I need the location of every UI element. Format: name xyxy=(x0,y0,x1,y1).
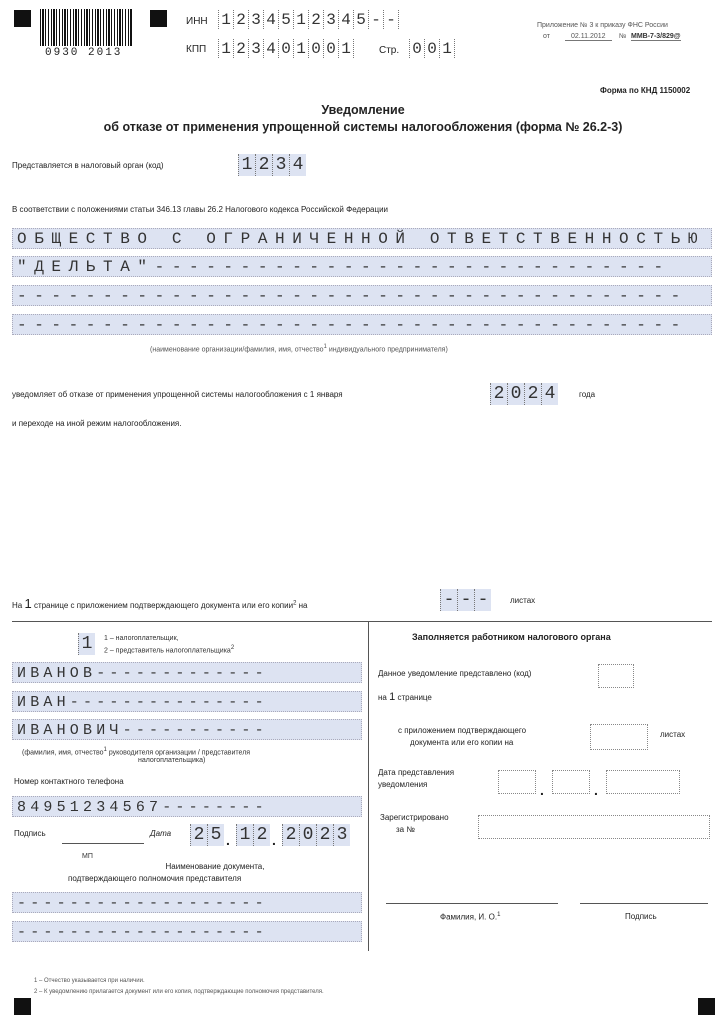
signer-caption-3: налогоплательщика) xyxy=(138,757,206,764)
office-sign-label: Подпись xyxy=(625,912,657,921)
stamp-place: МП xyxy=(82,853,93,860)
appendix-no: № xyxy=(619,33,627,40)
office-sheets-field[interactable] xyxy=(590,724,648,750)
org-caption-text: (наименование организации/фамилия, имя, отчество xyxy=(150,346,324,354)
notice-line2: и переходе на иной режим налогообложения. xyxy=(12,419,182,428)
org-name-line[interactable]: --------------------------------------- xyxy=(12,314,712,335)
office-on-pages-count: 1 xyxy=(389,691,396,703)
char-cell: 0 xyxy=(507,383,524,405)
signer-caption-2: руководителя организации / представителя xyxy=(108,749,251,757)
char-cell: 2 xyxy=(253,824,270,846)
char-cell: 3 xyxy=(248,39,263,58)
char-cell: 3 xyxy=(333,824,350,846)
kpp-label: КПП xyxy=(186,44,207,55)
char-cell: 0 xyxy=(424,39,439,58)
pages-text: странице с приложением подтверждающего документа или его копии xyxy=(33,601,294,610)
corner-marker xyxy=(14,998,31,1015)
kpp-field[interactable] xyxy=(218,39,354,58)
doc-label-1: Наименование документа, xyxy=(165,862,265,871)
signer-type-field[interactable] xyxy=(78,633,95,655)
org-intro: В соответствии с положениями статьи 346.13 главы 26.2 Налогового кодекса Российской Федерации xyxy=(12,205,389,214)
char-cell: 2 xyxy=(190,824,207,846)
org-caption-end: индивидуального предпринимателя) xyxy=(328,346,448,354)
footnote-2: 2 – К уведомлению прилагается документ или его копия, подтверждающие полномочия представителя. xyxy=(34,989,324,995)
date-dot: . xyxy=(226,832,230,848)
office-attach-1: с приложением подтверждающего xyxy=(398,726,527,735)
sheets-field[interactable] xyxy=(440,589,491,611)
form-title: Уведомление xyxy=(321,103,405,117)
sign-label: Подпись xyxy=(14,829,46,838)
office-sheets-label: листах xyxy=(660,730,686,739)
char-cell: - xyxy=(368,10,383,29)
tax-office-label: Представляется в налоговый орган (код) xyxy=(12,161,164,170)
year-suffix: года xyxy=(579,390,596,399)
signer-name[interactable]: ИВАН--------------- xyxy=(12,691,362,712)
doc-name-line[interactable]: ------------------- xyxy=(12,921,362,942)
footnote-ref: 2 xyxy=(230,645,235,651)
signer-patronymic[interactable]: ИВАНОВИЧ----------- xyxy=(12,719,362,740)
form-subtitle: об отказе от применения упрощенной системы налогообложения (форма № 26.2-3) xyxy=(103,120,623,134)
char-cell: 1 xyxy=(293,10,308,29)
section-divider xyxy=(12,621,712,622)
corner-marker xyxy=(698,998,715,1015)
char-cell: 0 xyxy=(278,39,293,58)
char-cell: 4 xyxy=(289,154,306,176)
org-name-line[interactable]: --------------------------------------- xyxy=(12,285,712,306)
pages-line xyxy=(12,596,308,611)
char-cell: 4 xyxy=(263,39,278,58)
char-cell: - xyxy=(457,589,474,611)
doc-name-line[interactable]: ------------------- xyxy=(12,892,362,913)
date-month[interactable] xyxy=(236,824,270,846)
year-field[interactable] xyxy=(490,383,558,405)
char-cell: 1 xyxy=(78,633,95,655)
office-fio-line[interactable] xyxy=(386,903,558,904)
corner-marker xyxy=(14,10,31,27)
office-attach-2: документа или его копии на xyxy=(410,738,514,747)
pages-prefix: На xyxy=(12,601,23,610)
footnote-1: 1 – Отчество указывается при наличии. xyxy=(34,978,145,984)
office-date-label-2: уведомления xyxy=(378,780,428,789)
office-date-year[interactable] xyxy=(606,770,680,794)
office-reg-number-field[interactable] xyxy=(478,815,710,839)
signer-type-opt2-text: 2 – представитель налогоплательщика xyxy=(104,647,231,655)
phone-label: Номер контактного телефона xyxy=(14,777,124,786)
char-cell: 4 xyxy=(338,10,353,29)
char-cell: 4 xyxy=(263,10,278,29)
date-day[interactable] xyxy=(190,824,224,846)
char-cell: 2 xyxy=(233,10,248,29)
office-date-label-1: Дата представления xyxy=(378,768,455,777)
office-fio-label xyxy=(440,912,500,922)
inn-label: ИНН xyxy=(186,16,208,27)
signer-type-opt1: 1 – налогоплательщик, xyxy=(104,635,179,642)
office-on-pages-suffix: странице xyxy=(397,693,432,702)
tax-office-code[interactable] xyxy=(238,154,306,176)
corner-marker xyxy=(150,10,167,27)
char-cell: 2 xyxy=(316,824,333,846)
signer-type-opt2 xyxy=(104,645,234,654)
appendix-line: Приложение № 3 к приказу ФНС России xyxy=(537,22,668,29)
page-number-field[interactable] xyxy=(409,39,455,58)
signer-caption-1: (фамилия, имя, отчество xyxy=(22,749,104,757)
appendix-order: ММВ-7-3/829@ xyxy=(631,33,681,40)
char-cell: 1 xyxy=(236,824,253,846)
char-cell: 1 xyxy=(338,39,354,58)
char-cell: - xyxy=(383,10,399,29)
barcode xyxy=(40,9,132,46)
footnote-ref: 2 xyxy=(293,600,297,607)
date-year[interactable] xyxy=(282,824,350,846)
date-dot: . xyxy=(540,782,544,798)
office-on-pages-prefix: на xyxy=(378,693,387,702)
office-reg-1: Зарегистрировано xyxy=(380,813,449,822)
date-label: Дата xyxy=(150,829,172,838)
char-cell: 2 xyxy=(524,383,541,405)
char-cell: 1 xyxy=(439,39,455,58)
phone-field[interactable]: 84951234567-------- xyxy=(12,796,362,817)
char-cell: - xyxy=(474,589,491,611)
office-date-month[interactable] xyxy=(552,770,590,794)
char-cell: 1 xyxy=(218,39,233,58)
char-cell: 1 xyxy=(238,154,255,176)
doc-label-2: подтверждающего полномочия представителя xyxy=(68,874,242,883)
appendix-from: от xyxy=(543,33,550,40)
office-on-pages xyxy=(378,691,432,703)
footnote-ref: 1 xyxy=(103,747,107,753)
office-code-field[interactable] xyxy=(598,664,634,688)
org-name-line[interactable]: "ДЕЛЬТА"------------------------------ xyxy=(12,256,712,277)
notice-text: уведомляет об отказе от применения упрощенной системы налогообложения с 1 января xyxy=(12,390,343,399)
office-date-day[interactable] xyxy=(498,770,536,794)
char-cell: 3 xyxy=(323,10,338,29)
footnote-ref: 1 xyxy=(323,344,327,350)
char-cell: 2 xyxy=(255,154,272,176)
office-heading: Заполняется работником налогового органа xyxy=(412,632,611,642)
office-submitted: Данное уведомление представлено (код) xyxy=(378,669,532,678)
char-cell: 2 xyxy=(490,383,507,405)
sheets-label: листах xyxy=(510,596,536,605)
signer-caption xyxy=(22,747,250,756)
char-cell: 2 xyxy=(308,10,323,29)
pages-on: на xyxy=(298,601,308,610)
signer-surname[interactable]: ИВАНОВ------------- xyxy=(12,662,362,683)
knd-code: Форма по КНД 1150002 xyxy=(600,86,691,95)
char-cell: 0 xyxy=(323,39,338,58)
office-sign-line[interactable] xyxy=(580,903,708,904)
char-cell: 3 xyxy=(272,154,289,176)
column-divider xyxy=(368,621,369,951)
appendix-date: 02.11.2012 xyxy=(565,33,612,41)
page-label: Стр. xyxy=(379,45,400,56)
char-cell: 1 xyxy=(218,10,233,29)
date-dot: . xyxy=(272,832,276,848)
char-cell: - xyxy=(440,589,457,611)
char-cell: 0 xyxy=(409,39,424,58)
char-cell: 4 xyxy=(541,383,558,405)
char-cell: 2 xyxy=(233,39,248,58)
char-cell: 3 xyxy=(248,10,263,29)
char-cell: 5 xyxy=(207,824,224,846)
char-cell: 0 xyxy=(308,39,323,58)
org-name-line[interactable]: ОБЩЕСТВО С ОГРАНИЧЕННОЙ ОТВЕТСТВЕННОСТЬЮ xyxy=(12,228,712,249)
date-dot: . xyxy=(594,782,598,798)
char-cell: 2 xyxy=(282,824,299,846)
org-caption xyxy=(150,344,448,353)
footnote-ref: 1 xyxy=(497,912,501,918)
office-fio-text: Фамилия, И. О. xyxy=(440,912,498,922)
char-cell: 5 xyxy=(278,10,293,29)
inn-field[interactable] xyxy=(218,10,399,29)
char-cell: 0 xyxy=(299,824,316,846)
office-reg-2: за № xyxy=(396,825,415,834)
char-cell: 1 xyxy=(293,39,308,58)
barcode-number: 0930 2013 xyxy=(45,47,123,59)
char-cell: 5 xyxy=(353,10,368,29)
signature-line[interactable] xyxy=(62,843,144,844)
pages-count: 1 xyxy=(24,596,32,611)
